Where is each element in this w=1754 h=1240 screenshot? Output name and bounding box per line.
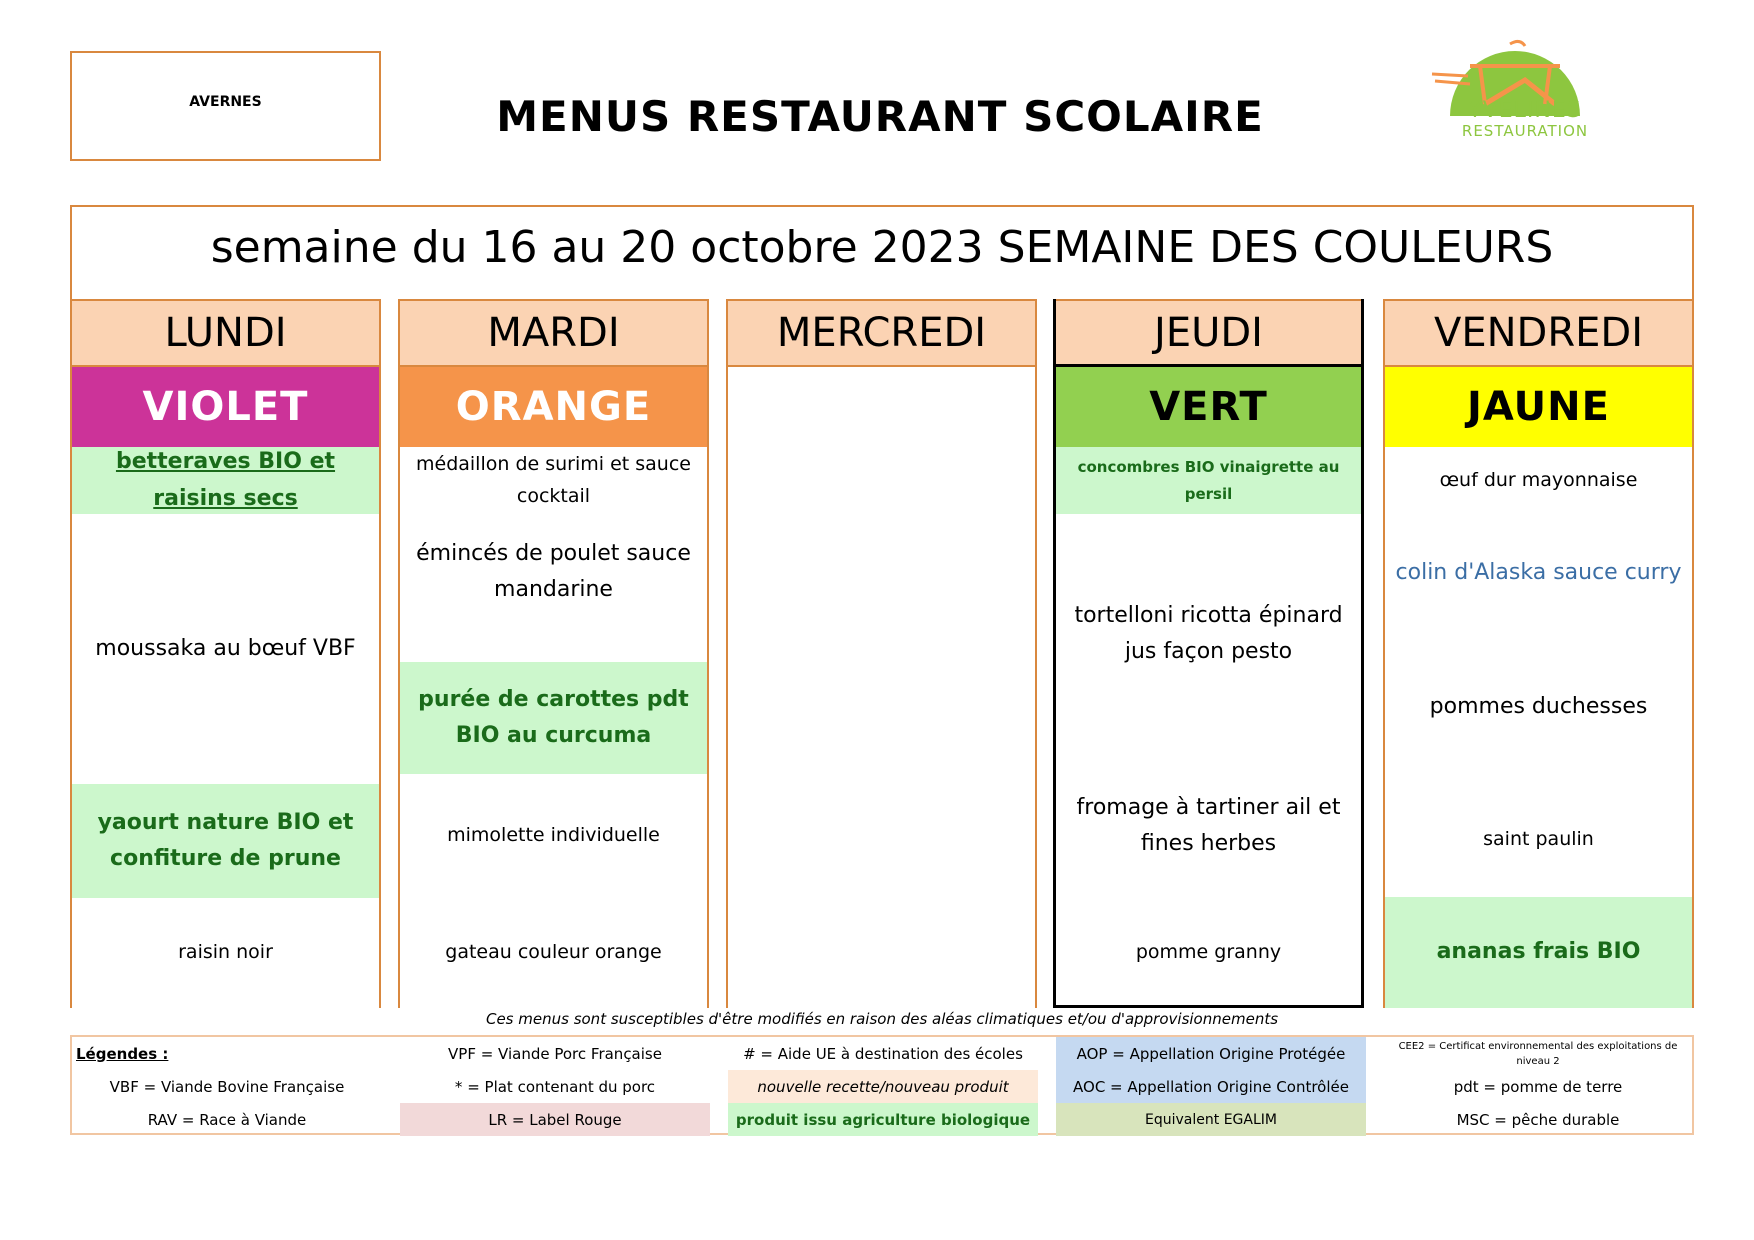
menu-item-jeudi-starter: concombres BIO vinaigrette au persil [1056,447,1361,514]
menu-item-mardi-dairy: mimolette individuelle [447,824,660,847]
theme-violet: VIOLET [72,367,379,447]
school-name: AVERNES [189,94,262,110]
legend-aop: AOP = Appellation Origine Protégée [1056,1037,1366,1070]
legend-aide-ue: # = Aide UE à destination des écoles [743,1044,1023,1063]
legend-vbf: VBF = Viande Bovine Française [109,1077,345,1096]
menu-item-lundi-main: moussaka au bœuf VBF [95,635,356,661]
day-column-lundi [70,299,381,1008]
legend-rav: RAV = Race à Viande [147,1110,307,1129]
menu-item-jeudi-main: tortelloni ricotta épinard jus façon pesto [1074,602,1343,664]
menu-item-jeudi-dessert: pomme granny [1135,941,1282,964]
menu-item-mardi-dessert: gateau couleur orange [445,941,662,964]
menu-item-lundi-dessert: raisin noir [178,941,273,964]
day-header-mardi: MARDI [400,299,707,367]
day-column-mardi [398,299,709,1008]
day-header-lundi: LUNDI [72,299,379,367]
day-column-vendredi [1383,299,1694,1008]
legend-porc: * = Plat contenant du porc [454,1077,656,1096]
menu-item-vendredi-main: colin d'Alaska sauce curry [1395,559,1682,585]
menu-item-mardi-side: purée de carottes pdt BIO au curcuma [400,662,707,774]
theme-jaune: JAUNE [1385,367,1692,447]
menu-item-vendredi-starter: œuf dur mayonnaise [1439,468,1638,491]
legend-aoc: AOC = Appellation Origine Contrôlée [1056,1070,1366,1103]
page-title: MENUS RESTAURANT SCOLAIRE [496,92,1264,141]
menu-item-vendredi-dairy: saint paulin [1483,827,1594,850]
school-name-box [70,51,381,161]
legend-egalim: Equivalent EGALIM [1056,1103,1366,1136]
menu-item-mardi-starter: médaillon de surimi et sauce cocktail [416,453,691,507]
legend-nouvelle-recette: nouvelle recette/nouveau produit [728,1070,1038,1103]
legend-cee2: CEE2 = Certificat environnemental des exploitations de niveau 2 [1398,1040,1678,1067]
legend-title: Légendes : [76,1044,169,1063]
legend-msc: MSC = pêche durable [1456,1110,1620,1129]
legend-vpf: VPF = Viande Porc Française [448,1044,662,1063]
theme-orange: ORANGE [400,367,707,447]
menu-item-lundi-starter: betteraves BIO et raisins secs [72,447,379,514]
menu-item-lundi-dairy: yaourt nature BIO et confiture de prune [72,784,379,898]
logo-text-restauration: RESTAURATION [1461,122,1589,140]
menu-item-mardi-main: émincés de poulet sauce mandarine [416,541,691,603]
day-header-jeudi: JEUDI [1056,299,1361,367]
disclaimer-note: Ces menus sont susceptibles d'être modifiés en raison des aléas climatiques et/ou d'approvisionnements [485,1010,1279,1028]
day-header-mercredi: MERCREDI [728,299,1035,367]
day-header-vendredi: VENDREDI [1385,299,1692,367]
day-column-mercredi [726,299,1037,1008]
menu-item-vendredi-dessert: ananas frais BIO [1385,897,1692,1008]
legend-bio: produit issu agriculture biologique [728,1103,1038,1136]
menu-item-vendredi-side: pommes duchesses [1429,693,1648,719]
week-title: semaine du 16 au 20 octobre 2023 SEMAINE DES COULEURS [210,222,1554,273]
legend-pdt: pdt = pomme de terre [1453,1077,1623,1096]
day-column-jeudi [1053,299,1364,1008]
menu-item-jeudi-dairy: fromage à tartiner ail et fines herbes [1076,794,1341,856]
legend-box [70,1035,1694,1135]
logo-text-yvelines: YVELINES [1468,98,1582,123]
legend-label-rouge: LR = Label Rouge [400,1103,710,1136]
theme-vert: VERT [1056,367,1361,447]
